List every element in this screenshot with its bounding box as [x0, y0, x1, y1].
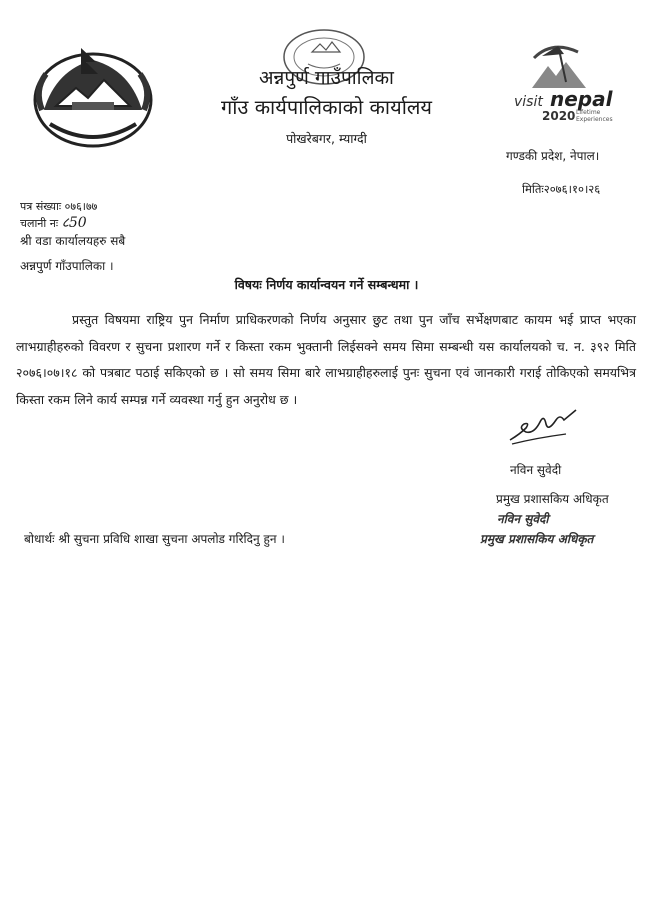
reference-number: पत्र संख्याः ०७६।७७ — [20, 200, 98, 213]
office-address: पोखरेबगर, म्याग्दी — [286, 131, 367, 146]
dispatch-number-line — [20, 213, 87, 232]
recipient-line-2: अन्नपुर्ण गाँउपालिका । — [20, 259, 114, 273]
signatory-name: नविन सुवेदी — [510, 463, 562, 477]
svg-text:Lifetime: Lifetime — [576, 109, 601, 116]
signatory-name-stamp: नविन सुवेदी — [497, 512, 549, 526]
letter-subject: विषयः निर्णय कार्यान्वयन गर्ने सम्बन्धमा । — [234, 277, 419, 292]
svg-text:nepal: nepal — [550, 87, 613, 111]
recipient-line-1: श्री वडा कार्यालयहरु सबै — [20, 234, 126, 248]
handwritten-signature — [506, 404, 580, 446]
dispatch-label: चलानी नः — [20, 217, 59, 230]
province-line: गण्डकी प्रदेश, नेपाल। — [506, 149, 600, 163]
svg-text:visit: visit — [514, 94, 543, 110]
signatory-designation-stamp: प्रमुख प्रशासकिय अधिकृत — [480, 532, 594, 546]
office-name-heading: अन्नपुर्ण गाउँपालिका — [259, 67, 394, 89]
letter-date: मितिः२०७६।१०।२६ — [522, 182, 601, 196]
office-title-heading: गाँउ कार्यपालिकाको कार्यालय — [220, 95, 433, 119]
dispatch-number-handwritten: ८50 — [61, 215, 87, 231]
copy-to-line: बोधार्थः श्री सुचना प्रविधि शाखा सुचना अपलोड गरिदिनु हुन । — [24, 532, 285, 546]
svg-text:Experiences: Experiences — [576, 116, 613, 123]
signatory-designation: प्रमुख प्रशासकिय अधिकृत — [496, 492, 609, 506]
svg-text:2020: 2020 — [542, 109, 576, 123]
letter-body: प्रस्तुत विषयमा राष्ट्रिय पुन निर्माण प्राधिकरणको निर्णय अनुसार छुट तथा पुन जाँच सर्भेक्षणबाट कायम भई प्राप्त भएका लाभग्राहीहरुको विवरण र सुचना प्रशारण गर्ने र किस्ता रकम भुक्तानी लिईसक्ने समय सिमा सम्बन्धी यस कार्यालयको च. न. ३९२ मिति २०७६।०७।१८ को पत्रबाट पठाई सकिएको छ । सो समय सिमा बारे लाभग्राहीहरुलाई पुनः सुचना एवं जानकारी गराई तोकिएको समयभित्र किस्ता रकम लिने कार्य सम्पन्न गर्ने व्यवस्था गर्नु हुन अनुरोध छ । — [16, 312, 636, 407]
